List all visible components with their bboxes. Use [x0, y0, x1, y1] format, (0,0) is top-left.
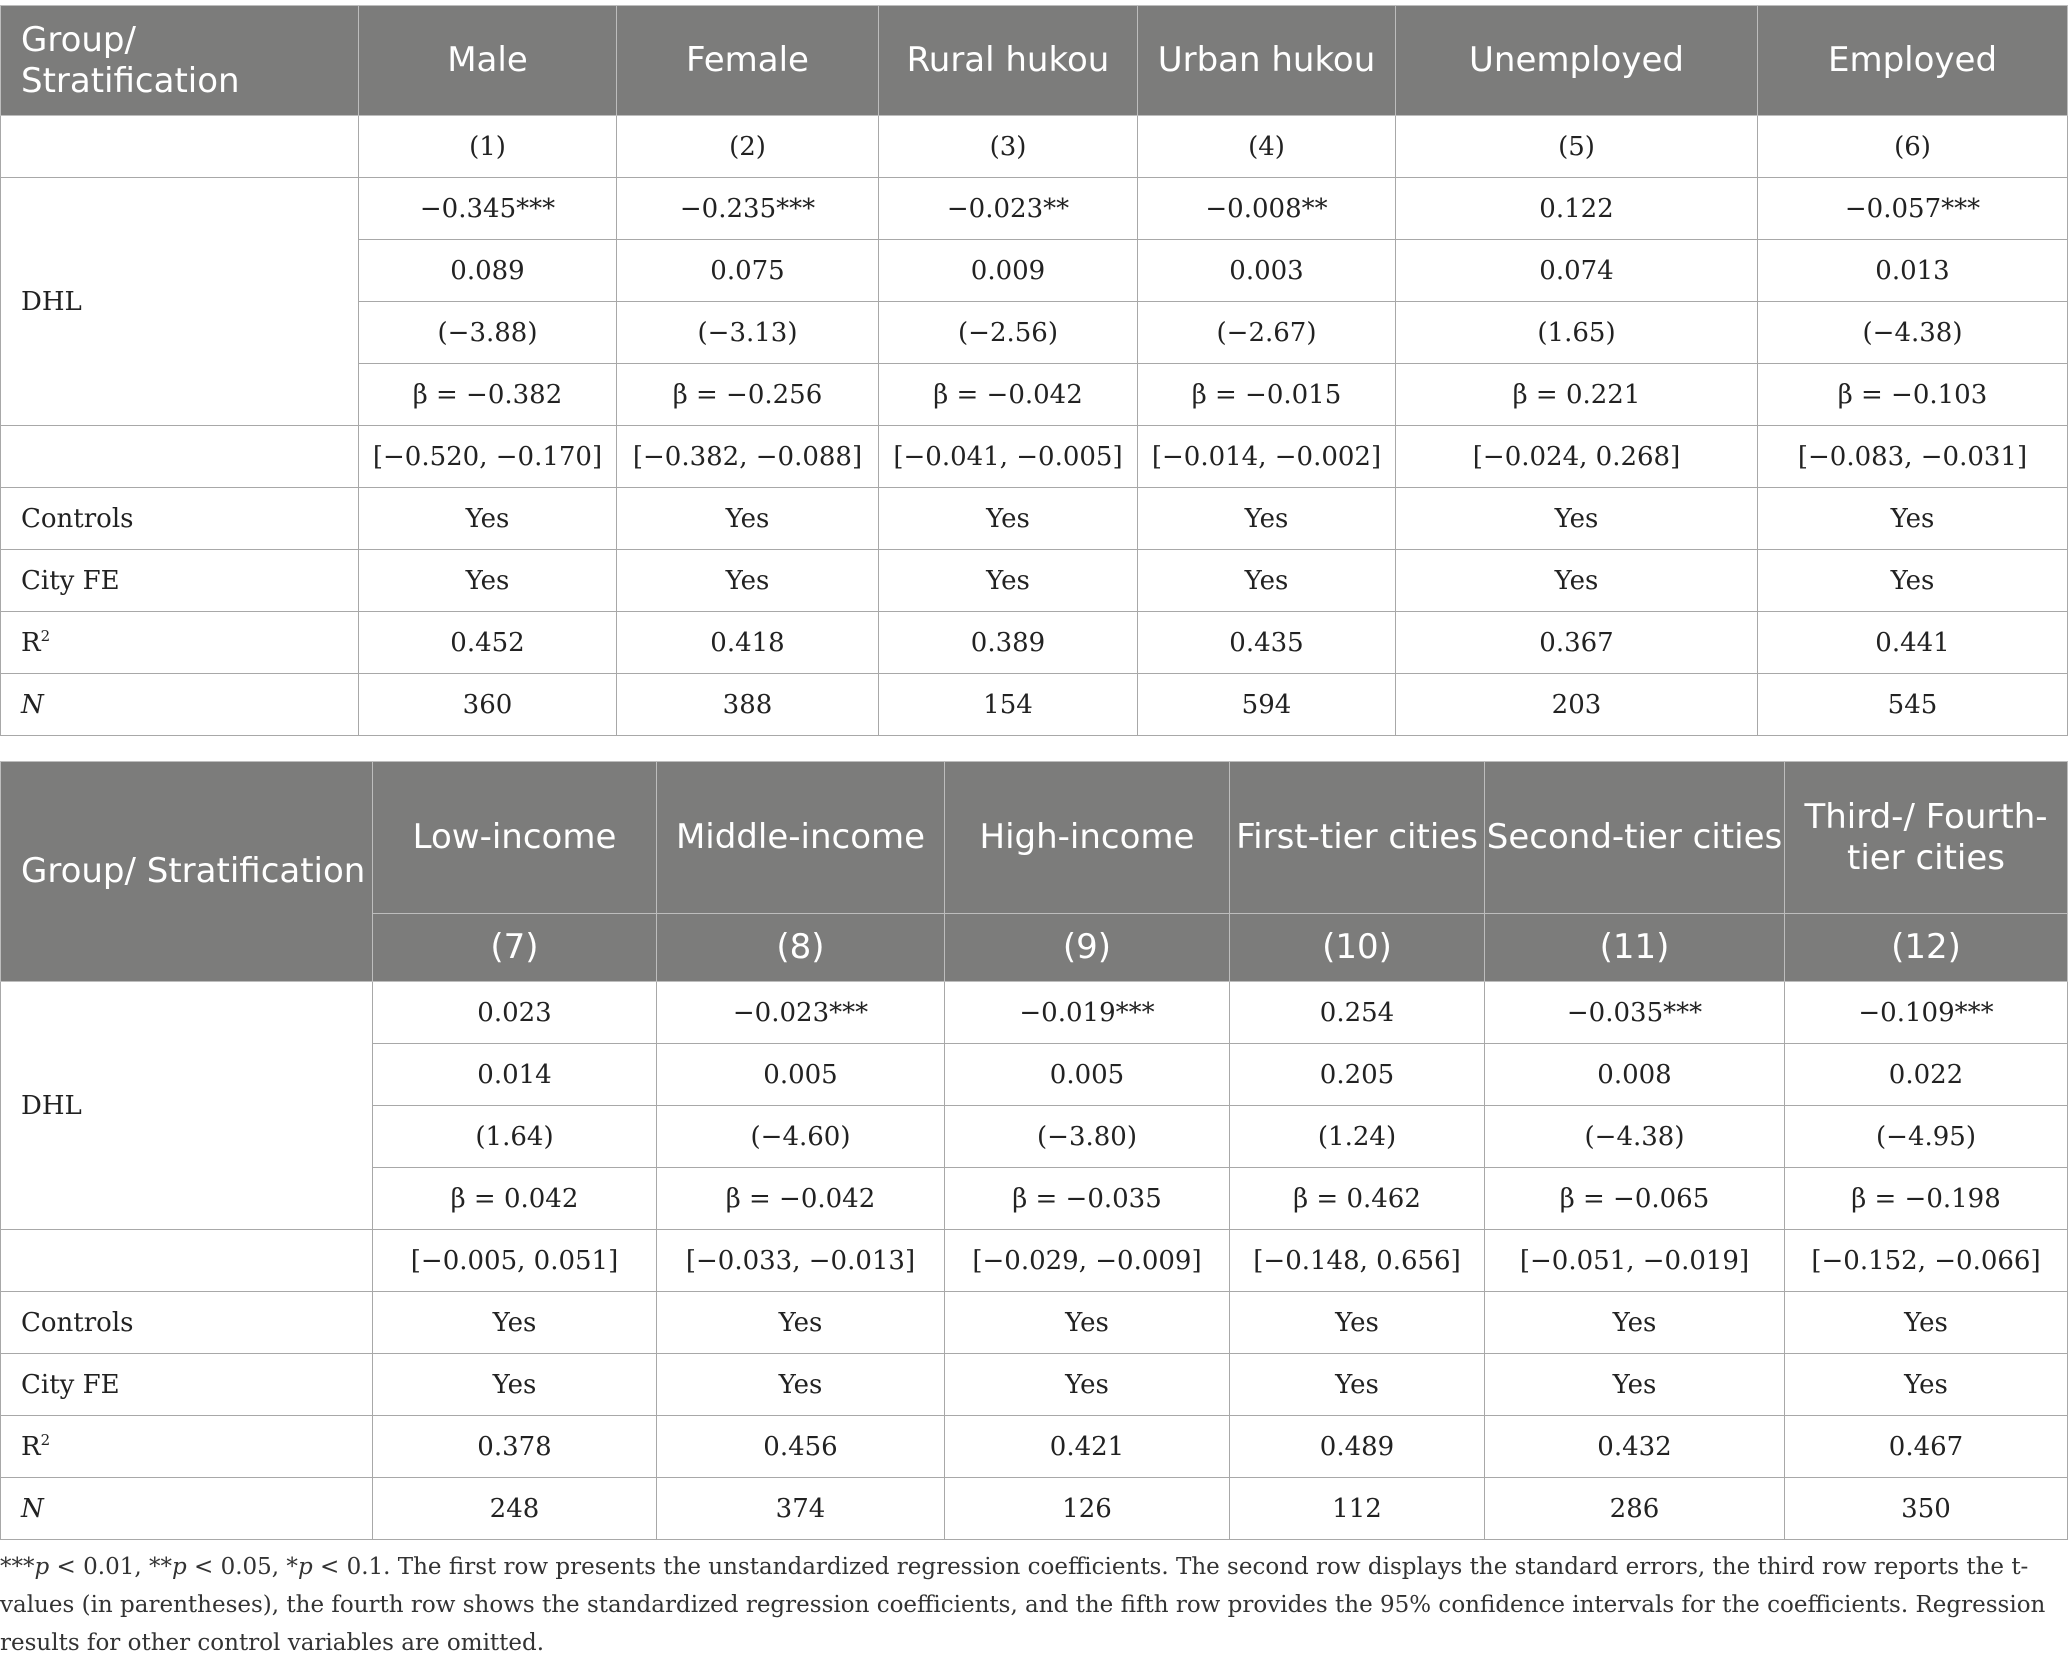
- header-column: First-tier cities: [1230, 762, 1485, 914]
- ci-cell: [−0.520, −0.170]: [359, 426, 617, 488]
- beta-cell: β = −0.198: [1785, 1168, 2068, 1230]
- std-error-cell: 0.075: [617, 240, 879, 302]
- city-fe-cell: Yes: [1396, 550, 1758, 612]
- n-cell: 286: [1485, 1478, 1785, 1540]
- beta-cell: β = 0.462: [1230, 1168, 1485, 1230]
- header-column: Employed: [1758, 6, 2068, 116]
- t-value-cell: (−4.38): [1758, 302, 2068, 364]
- coefficient-cell: −0.023**: [879, 178, 1138, 240]
- coefficient-row: [1, 178, 2068, 240]
- city-fe-row: [1, 1354, 2068, 1416]
- dhl-label: DHL: [1, 178, 359, 426]
- regression-table-1: [0, 5, 2068, 736]
- ci-cell: [−0.041, −0.005]: [879, 426, 1138, 488]
- city-fe-cell: Yes: [1485, 1354, 1785, 1416]
- n-cell: 374: [657, 1478, 945, 1540]
- city-fe-label: City FE: [1, 1354, 373, 1416]
- footnote-p-symbol: p: [297, 1554, 313, 1580]
- empty-cell: [1, 1230, 373, 1292]
- r-squared-cell: 0.467: [1785, 1416, 2068, 1478]
- column-number: (11): [1485, 914, 1785, 982]
- header-column: Unemployed: [1396, 6, 1758, 116]
- coefficient-cell: −0.235***: [617, 178, 879, 240]
- ci-row: [1, 1230, 2068, 1292]
- city-fe-cell: Yes: [879, 550, 1138, 612]
- n-cell: 360: [359, 674, 617, 736]
- r-squared-cell: 0.378: [373, 1416, 657, 1478]
- header-corner: Group/ Stratification: [1, 6, 359, 116]
- header-column: Female: [617, 6, 879, 116]
- r-squared-letter: R: [21, 1431, 41, 1462]
- header-row: [1, 6, 2068, 116]
- beta-cell: β = 0.042: [373, 1168, 657, 1230]
- coefficient-cell: −0.019***: [945, 982, 1230, 1044]
- ci-cell: [−0.083, −0.031]: [1758, 426, 2068, 488]
- n-row: [1, 674, 2068, 736]
- controls-cell: Yes: [1785, 1292, 2068, 1354]
- ci-cell: [−0.152, −0.066]: [1785, 1230, 2068, 1292]
- controls-cell: Yes: [657, 1292, 945, 1354]
- city-fe-cell: Yes: [373, 1354, 657, 1416]
- beta-cell: β = −0.042: [657, 1168, 945, 1230]
- footnote-p-symbol: p: [34, 1554, 50, 1580]
- r-squared-cell: 0.441: [1758, 612, 2068, 674]
- city-fe-cell: Yes: [1138, 550, 1396, 612]
- footnote-threshold: < 0.01, **: [49, 1554, 172, 1580]
- header-column: Male: [359, 6, 617, 116]
- ci-cell: [−0.033, −0.013]: [657, 1230, 945, 1292]
- city-fe-cell: Yes: [1230, 1354, 1485, 1416]
- r-squared-letter: R: [21, 627, 41, 658]
- n-label: N: [1, 1478, 373, 1540]
- r-squared-row: [1, 1416, 2068, 1478]
- ci-cell: [−0.382, −0.088]: [617, 426, 879, 488]
- beta-cell: β = −0.035: [945, 1168, 1230, 1230]
- column-number: (1): [359, 116, 617, 178]
- city-fe-cell: Yes: [657, 1354, 945, 1416]
- n-cell: 594: [1138, 674, 1396, 736]
- std-error-cell: 0.205: [1230, 1044, 1485, 1106]
- coefficient-cell: −0.057***: [1758, 178, 2068, 240]
- column-number: (2): [617, 116, 879, 178]
- header-column: Middle-income: [657, 762, 945, 914]
- t-value-cell: (1.24): [1230, 1106, 1485, 1168]
- r-squared-label: [1, 1416, 373, 1478]
- column-number: (9): [945, 914, 1230, 982]
- r-squared-cell: 0.432: [1485, 1416, 1785, 1478]
- std-error-cell: 0.013: [1758, 240, 2068, 302]
- n-cell: 203: [1396, 674, 1758, 736]
- t-value-cell: (−2.67): [1138, 302, 1396, 364]
- n-row: [1, 1478, 2068, 1540]
- coefficient-row: [1, 982, 2068, 1044]
- header-column: Low-income: [373, 762, 657, 914]
- ci-cell: [−0.005, 0.051]: [373, 1230, 657, 1292]
- std-error-cell: 0.005: [657, 1044, 945, 1106]
- header-column: Rural hukou: [879, 6, 1138, 116]
- coefficient-cell: −0.035***: [1485, 982, 1785, 1044]
- column-number: (12): [1785, 914, 2068, 982]
- t-value-cell: (−2.56): [879, 302, 1138, 364]
- r-squared-cell: 0.489: [1230, 1416, 1485, 1478]
- std-error-cell: 0.008: [1485, 1044, 1785, 1106]
- column-number: (10): [1230, 914, 1485, 982]
- beta-cell: β = −0.042: [879, 364, 1138, 426]
- controls-cell: Yes: [945, 1292, 1230, 1354]
- column-number: (5): [1396, 116, 1758, 178]
- coefficient-cell: 0.254: [1230, 982, 1485, 1044]
- controls-cell: Yes: [879, 488, 1138, 550]
- column-number: (8): [657, 914, 945, 982]
- r-squared-cell: 0.456: [657, 1416, 945, 1478]
- t-value-cell: (−3.80): [945, 1106, 1230, 1168]
- coefficient-cell: −0.345***: [359, 178, 617, 240]
- beta-cell: β = −0.015: [1138, 364, 1396, 426]
- header-column: Third-/ Fourth-tier cities: [1785, 762, 2068, 914]
- beta-cell: β = −0.103: [1758, 364, 2068, 426]
- coefficient-cell: −0.008**: [1138, 178, 1396, 240]
- city-fe-cell: Yes: [617, 550, 879, 612]
- ci-cell: [−0.014, −0.002]: [1138, 426, 1396, 488]
- beta-cell: β = −0.065: [1485, 1168, 1785, 1230]
- ci-row: [1, 426, 2068, 488]
- footnote-text: The first row presents the unstandardized regression coefficients. The second row displays the standard errors, the third row reports the t-values (in parentheses), the fourth row shows the standardized regression coefficients, and the fifth row provides the 95% confidence intervals for the coefficients. Regression results for other control variables are omitted.: [0, 1554, 2046, 1656]
- footnote-threshold: < 0.1.: [312, 1554, 391, 1580]
- city-fe-cell: Yes: [1785, 1354, 2068, 1416]
- dhl-label: DHL: [1, 982, 373, 1230]
- r-squared-row: [1, 612, 2068, 674]
- n-label: N: [1, 674, 359, 736]
- n-cell: 388: [617, 674, 879, 736]
- r-squared-cell: 0.389: [879, 612, 1138, 674]
- column-number: (4): [1138, 116, 1396, 178]
- beta-cell: β = −0.382: [359, 364, 617, 426]
- coefficient-cell: −0.023***: [657, 982, 945, 1044]
- header-column: Second-tier cities: [1485, 762, 1785, 914]
- std-error-cell: 0.014: [373, 1044, 657, 1106]
- header-corner: Group/ Stratification: [1, 762, 373, 982]
- column-number: (6): [1758, 116, 2068, 178]
- r-squared-cell: 0.435: [1138, 612, 1396, 674]
- t-value-cell: (−4.60): [657, 1106, 945, 1168]
- controls-cell: Yes: [359, 488, 617, 550]
- std-error-cell: 0.074: [1396, 240, 1758, 302]
- table-footnote: [0, 1548, 2050, 1662]
- header-column: High-income: [945, 762, 1230, 914]
- controls-label: Controls: [1, 488, 359, 550]
- r-squared-superscript: 2: [40, 1430, 51, 1449]
- controls-label: Controls: [1, 1292, 373, 1354]
- column-number: (3): [879, 116, 1138, 178]
- controls-cell: Yes: [1230, 1292, 1485, 1354]
- coefficient-cell: −0.109***: [1785, 982, 2068, 1044]
- coefficient-cell: 0.122: [1396, 178, 1758, 240]
- controls-cell: Yes: [1485, 1292, 1785, 1354]
- city-fe-cell: Yes: [1758, 550, 2068, 612]
- ci-cell: [−0.051, −0.019]: [1485, 1230, 1785, 1292]
- footnote-threshold: < 0.05, *: [186, 1554, 298, 1580]
- column-number-row: [1, 116, 2068, 178]
- controls-cell: Yes: [1396, 488, 1758, 550]
- controls-cell: Yes: [1758, 488, 2068, 550]
- t-value-cell: (1.65): [1396, 302, 1758, 364]
- empty-cell: [1, 116, 359, 178]
- r-squared-cell: 0.452: [359, 612, 617, 674]
- r-squared-label: [1, 612, 359, 674]
- beta-cell: β = −0.256: [617, 364, 879, 426]
- coefficient-cell: 0.023: [373, 982, 657, 1044]
- controls-cell: Yes: [617, 488, 879, 550]
- t-value-cell: (−3.88): [359, 302, 617, 364]
- empty-cell: [1, 426, 359, 488]
- controls-cell: Yes: [1138, 488, 1396, 550]
- std-error-cell: 0.003: [1138, 240, 1396, 302]
- n-cell: 248: [373, 1478, 657, 1540]
- std-error-cell: 0.089: [359, 240, 617, 302]
- header-row: [1, 762, 2068, 914]
- ci-cell: [−0.029, −0.009]: [945, 1230, 1230, 1292]
- ci-cell: [−0.148, 0.656]: [1230, 1230, 1485, 1292]
- city-fe-label: City FE: [1, 550, 359, 612]
- r-squared-cell: 0.421: [945, 1416, 1230, 1478]
- n-cell: 154: [879, 674, 1138, 736]
- header-column: Urban hukou: [1138, 6, 1396, 116]
- n-cell: 112: [1230, 1478, 1485, 1540]
- std-error-cell: 0.005: [945, 1044, 1230, 1106]
- city-fe-cell: Yes: [945, 1354, 1230, 1416]
- city-fe-cell: Yes: [359, 550, 617, 612]
- std-error-cell: 0.022: [1785, 1044, 2068, 1106]
- city-fe-row: [1, 550, 2068, 612]
- controls-row: [1, 488, 2068, 550]
- n-cell: 350: [1785, 1478, 2068, 1540]
- beta-cell: β = 0.221: [1396, 364, 1758, 426]
- footnote-p-symbol: p: [171, 1554, 187, 1580]
- t-value-cell: (−4.95): [1785, 1106, 2068, 1168]
- r-squared-cell: 0.418: [617, 612, 879, 674]
- regression-table-2: [0, 761, 2068, 1540]
- footnote-stars: ***: [0, 1554, 35, 1580]
- controls-cell: Yes: [373, 1292, 657, 1354]
- t-value-cell: (−4.38): [1485, 1106, 1785, 1168]
- t-value-cell: (−3.13): [617, 302, 879, 364]
- r-squared-superscript: 2: [40, 626, 51, 645]
- controls-row: [1, 1292, 2068, 1354]
- n-cell: 545: [1758, 674, 2068, 736]
- n-cell: 126: [945, 1478, 1230, 1540]
- r-squared-cell: 0.367: [1396, 612, 1758, 674]
- std-error-cell: 0.009: [879, 240, 1138, 302]
- t-value-cell: (1.64): [373, 1106, 657, 1168]
- ci-cell: [−0.024, 0.268]: [1396, 426, 1758, 488]
- column-number: (7): [373, 914, 657, 982]
